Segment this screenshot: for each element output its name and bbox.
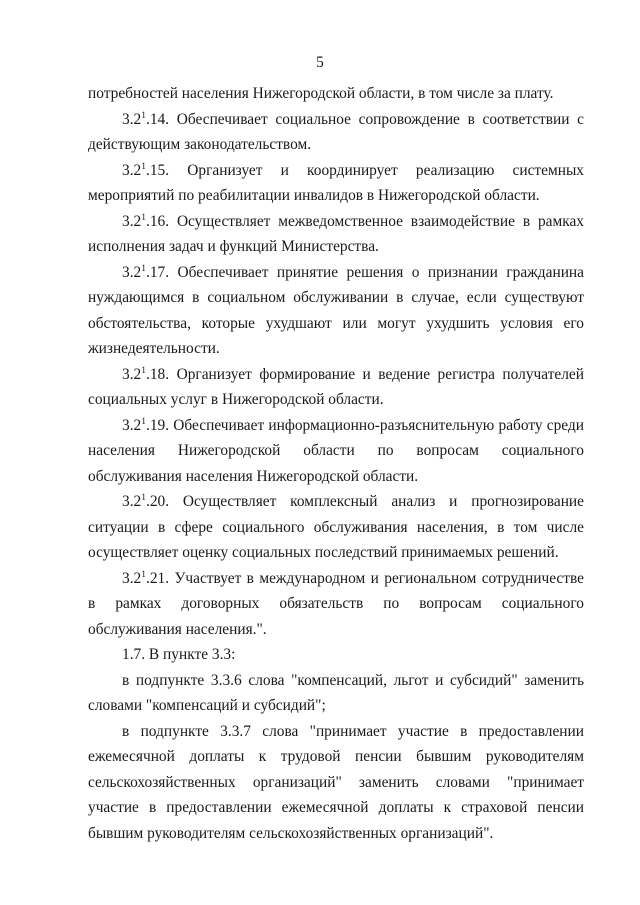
subitem-3-3-7 [88,719,584,847]
clause-number: $3.2^1.18$. [122,365,170,383]
clause-text: Осуществляет комплексный анализ и прогнозирование ситуации в сфере социального обслуживания населения, в том числе осуществляет оценку социальных последствий принимаемых решений. [88,493,584,561]
subitem-3-3-6 [88,668,584,719]
clause-3-2-1-14 [88,107,584,158]
paragraph-text: в подпункте 3.3.7 слова "принимает участие в предоставлении ежемесячной доплаты к трудовой пенсии бывшим руководителям сельскохозяйственных организаций" заменить словами "принимает участие в предоставлении ежемесячной доплаты к страховой пенсии бывшим руководителям сельскохозяйственных организаций". [88,722,584,842]
clause-3-2-1-21 [88,566,584,643]
paragraph-text: в подпункте 3.3.6 слова "компенсаций, льгот и субсидий" заменить словами "компенсаций и субсидий"; [88,671,584,714]
clause-number: $3.2^1.14$. [122,110,170,128]
clause-number: $3.2^1.15$. [122,161,170,179]
clause-number: $3.2^1.16$. [122,212,170,230]
clause-number: $3.2^1.17$. [122,263,170,281]
clause-3-2-1-19 [88,413,584,490]
clause-number: $3.2^1.20$. [122,493,170,510]
clause-number: $3.2^1.21$. [122,569,170,587]
paragraph-text: 1.7. В пункте 3.3: [122,646,236,663]
clause-text: Обеспечивает информационно-разъяснительную работу среди населения Нижегородской области по вопросам социального обслуживания населения Нижегородской области. [88,416,584,485]
paragraph-text: потребностей населения Нижегородской области, в том числе за плату. [88,85,554,102]
clause-3-2-1-20 [88,489,584,566]
document-body [88,81,584,846]
clause-text: Организует формирование и ведение регистра получателей социальных услуг в Нижегородской области. [88,365,584,408]
page-number: 5 [316,54,324,71]
clause-text: Осуществляет межведомственное взаимодействие в рамках исполнения задач и функций Министерства. [88,212,584,255]
clause-text: Обеспечивает принятие решения о признании гражданина нуждающимся в социальном обслуживании в случае, если существуют обстоятельства, которые ухудшают или могут ухудшить условия его жизнедеятельности. [88,263,584,357]
clause-text: Обеспечивает социальное сопровождение в соответствии с действующим законодательством. [88,110,584,153]
clause-text: Участвует в международном и региональном сотрудничестве в рамках договорных обязательств по вопросам социального обслуживания населения.". [88,569,584,638]
clause-3-2-1-15 [88,158,584,209]
clause-number: $3.2^1.19$. [122,416,170,434]
clause-3-2-1-16 [88,209,584,260]
item-1-7-heading [88,642,584,668]
paragraph-continuation [88,81,584,107]
clause-text: Организует и координирует реализацию системных мероприятий по реабилитации инвалидов в Нижегородской области. [88,161,584,204]
clause-3-2-1-18 [88,362,584,413]
clause-3-2-1-17 [88,260,584,362]
